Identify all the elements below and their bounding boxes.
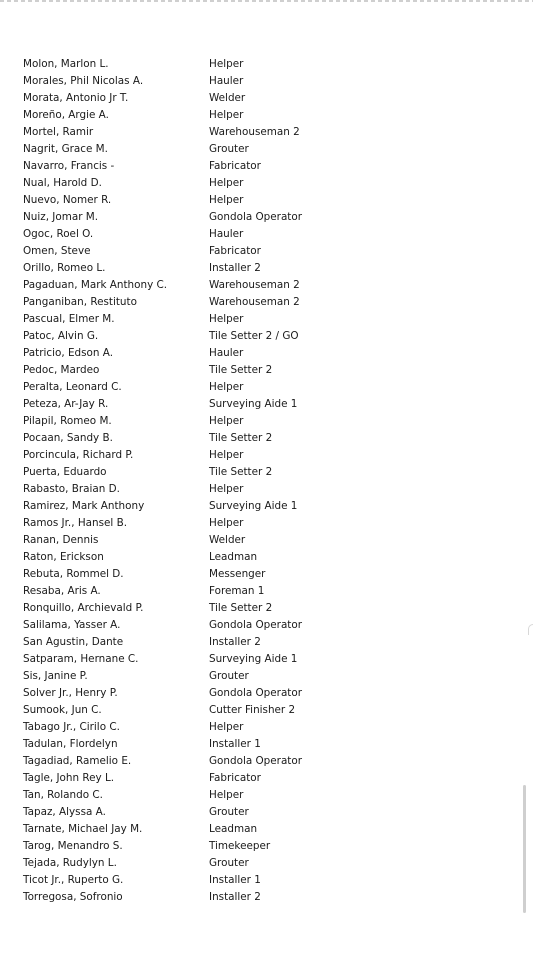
roster-row [23,566,323,583]
employee-position: Welder [209,92,246,104]
employee-position: Gondola Operator [209,687,303,699]
roster-row [23,379,323,396]
roster-row [23,617,323,634]
roster-row [23,804,323,821]
employee-position: Tile Setter 2 [209,466,273,478]
employee-position: Tile Setter 2 [209,602,273,614]
roster-row [23,736,323,753]
roster-row [23,464,323,481]
employee-position: Hauler [209,75,244,87]
page-top-border [0,0,533,2]
employee-name: Tagadiad, Ramelio E. [23,755,132,767]
employee-name: Resaba, Aris A. [23,585,101,597]
employee-name: Pocaan, Sandy B. [23,432,113,444]
employee-name: Tarnate, Michael Jay M. [23,823,143,835]
employee-position: Helper [209,721,244,733]
employee-position: Installer 1 [209,874,261,886]
employee-name: Rebuta, Rommel D. [23,568,124,580]
employee-name: Solver Jr., Henry P. [23,687,118,699]
employee-name: Torregosa, Sofronio [23,891,123,903]
employee-name: Nuevo, Nomer R. [23,194,112,206]
employee-position: Grouter [209,670,249,682]
roster-row [23,719,323,736]
employee-position: Surveying Aide 1 [209,653,298,665]
employee-name: Ronquillo, Archievald P. [23,602,144,614]
employee-name: Navarro, Francis - [23,160,115,172]
employee-name: Peteza, Ar-Jay R. [23,398,109,410]
employee-position: Cutter Finisher 2 [209,704,296,716]
employee-position: Hauler [209,228,244,240]
employee-position: Helper [209,517,244,529]
employee-position: Messenger [209,568,266,580]
employee-name: Tagle, John Rey L. [23,772,115,784]
employee-position: Fabricator [209,772,261,784]
roster-row [23,668,323,685]
employee-position: Gondola Operator [209,619,303,631]
roster-row [23,209,323,226]
employee-name: Molon, Marlon L. [23,58,109,70]
employee-position: Installer 2 [209,891,261,903]
roster-row [23,124,323,141]
roster-row [23,226,323,243]
roster-row [23,702,323,719]
employee-name: Panganiban, Restituto [23,296,137,308]
roster-row [23,396,323,413]
employee-position: Installer 1 [209,738,261,750]
employee-name: Ranan, Dennis [23,534,99,546]
roster-row [23,430,323,447]
employee-position: Helper [209,449,244,461]
employee-name: Omen, Steve [23,245,91,257]
roster-row [23,787,323,804]
scrollbar-edge [528,624,533,635]
employee-name: Tan, Rolando C. [23,789,103,801]
employee-name: Morales, Phil Nicolas A. [23,75,144,87]
employee-position: Tile Setter 2 / GO [209,330,299,342]
employee-name: Tabago Jr., Cirilo C. [23,721,120,733]
roster-row [23,532,323,549]
roster-row [23,549,323,566]
employee-name: Orillo, Romeo L. [23,262,106,274]
employee-name: Ramos Jr., Hansel B. [23,517,128,529]
employee-position: Gondola Operator [209,755,303,767]
roster-row [23,872,323,889]
employee-name: Nual, Harold D. [23,177,102,189]
roster-row [23,447,323,464]
employee-name: Nuiz, Jomar M. [23,211,99,223]
roster-row [23,770,323,787]
employee-name: Pedoc, Mardeo [23,364,100,376]
employee-name: Sumook, Jun C. [23,704,102,716]
employee-name: Pagaduan, Mark Anthony C. [23,279,168,291]
employee-name: Ogoc, Roel O. [23,228,94,240]
employee-name: Pilapil, Romeo M. [23,415,112,427]
employee-name: Tarog, Menandro S. [23,840,123,852]
roster-row [23,311,323,328]
roster-row [23,90,323,107]
employee-position: Surveying Aide 1 [209,398,298,410]
employee-position: Foreman 1 [209,585,265,597]
employee-name: Morata, Antonio Jr T. [23,92,129,104]
scrollbar-thumb[interactable] [523,785,526,913]
roster-row [23,73,323,90]
employee-position: Fabricator [209,245,261,257]
employee-name: Ramirez, Mark Anthony [23,500,145,512]
employee-name: Puerta, Eduardo [23,466,107,478]
employee-position: Grouter [209,857,249,869]
employee-position: Welder [209,534,246,546]
roster-row [23,634,323,651]
employee-position: Helper [209,415,244,427]
employee-name: Raton, Erickson [23,551,104,563]
employee-name: Sis, Janine P. [23,670,88,682]
employee-position: Grouter [209,143,249,155]
employee-position: Helper [209,789,244,801]
roster-row [23,158,323,175]
employee-position: Warehouseman 2 [209,279,300,291]
roster-row [23,685,323,702]
employee-position: Leadman [209,551,258,563]
employee-position: Helper [209,381,244,393]
roster-row [23,141,323,158]
employee-name: Pascual, Elmer M. [23,313,115,325]
employee-position: Helper [209,313,244,325]
employee-name: Moreño, Argie A. [23,109,109,121]
employee-name: Tadulan, Flordelyn [23,738,118,750]
roster-row [23,345,323,362]
employee-position: Installer 2 [209,262,261,274]
employee-position: Tile Setter 2 [209,364,273,376]
employee-name: Ticot Jr., Ruperto G. [23,874,124,886]
employee-roster [23,56,323,906]
employee-name: Rabasto, Braian D. [23,483,120,495]
employee-position: Tile Setter 2 [209,432,273,444]
roster-row [23,192,323,209]
employee-name: Mortel, Ramir [23,126,94,138]
roster-row [23,294,323,311]
employee-name: Nagrit, Grace M. [23,143,108,155]
employee-position: Helper [209,109,244,121]
employee-position: Helper [209,483,244,495]
employee-position: Timekeeper [209,840,271,852]
employee-name: Patoc, Alvin G. [23,330,99,342]
employee-position: Grouter [209,806,249,818]
employee-position: Warehouseman 2 [209,296,300,308]
employee-position: Helper [209,177,244,189]
roster-row [23,413,323,430]
employee-position: Helper [209,58,244,70]
employee-position: Installer 2 [209,636,261,648]
employee-name: Tejada, Rudylyn L. [23,857,117,869]
roster-row [23,889,323,906]
roster-row [23,838,323,855]
employee-position: Helper [209,194,244,206]
roster-row [23,855,323,872]
roster-row [23,328,323,345]
roster-row [23,753,323,770]
roster-row [23,56,323,73]
employee-name: Satparam, Hernane C. [23,653,139,665]
roster-row [23,362,323,379]
roster-row [23,243,323,260]
employee-name: Porcincula, Richard P. [23,449,134,461]
employee-position: Fabricator [209,160,261,172]
roster-row [23,600,323,617]
roster-row [23,481,323,498]
employee-name: Tapaz, Alyssa A. [23,806,106,818]
employee-name: San Agustin, Dante [23,636,124,648]
roster-row [23,260,323,277]
employee-position: Surveying Aide 1 [209,500,298,512]
employee-name: Peralta, Leonard C. [23,381,122,393]
roster-row [23,515,323,532]
roster-row [23,175,323,192]
employee-position: Warehouseman 2 [209,126,300,138]
employee-position: Hauler [209,347,244,359]
employee-name: Patricio, Edson A. [23,347,114,359]
roster-row [23,651,323,668]
employee-position: Gondola Operator [209,211,303,223]
roster-row [23,107,323,124]
roster-row [23,277,323,294]
employee-position: Leadman [209,823,258,835]
roster-row [23,583,323,600]
employee-name: Salilama, Yasser A. [23,619,121,631]
roster-row [23,821,323,838]
roster-row [23,498,323,515]
